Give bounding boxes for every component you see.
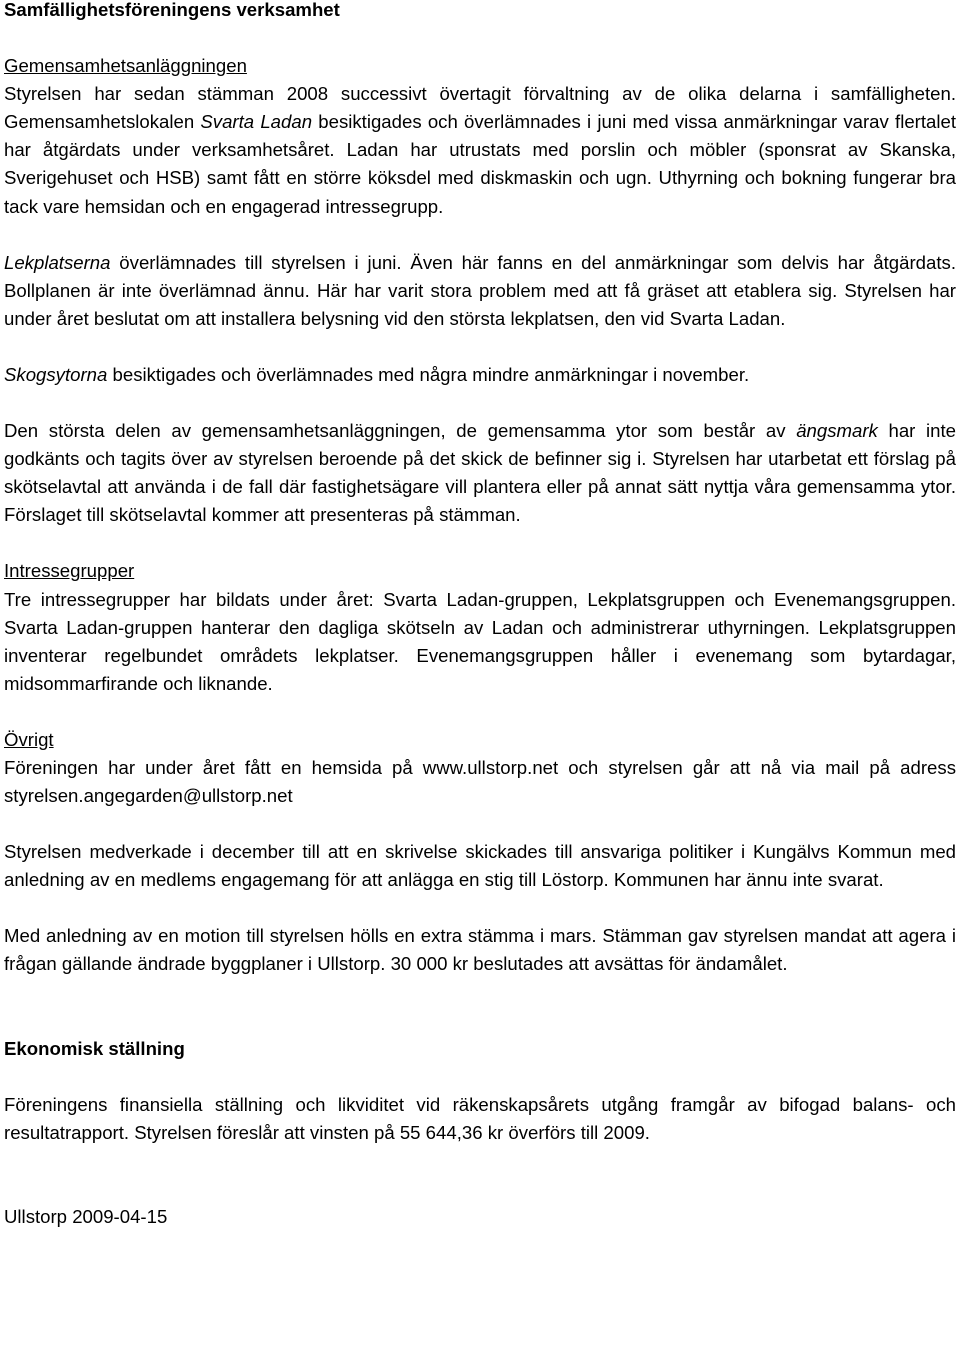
paragraph-intressegrupper: Tre intressegrupper har bildats under året: Svarta Ladan-gruppen, Lekplatsgruppen och Evenemangsgruppen. Svarta Ladan-gruppen hanterar den dagliga skötseln av Ladan och administrerar uthyrningen. Lekplatsgruppen inventerar regelbundet områdets lekplatser. Evenemangsgruppen håller i evenemang som bytardagar, midsommarfirande och liknande. (4, 588, 956, 694)
paragraph-hemsida: Föreningen har under året fått en hemsida på www.ullstorp.net och styrelsen går att nå via mail på adress styrelsen.angegarden@ullstorp.net (4, 756, 956, 807)
paragraph-svarta-ladan: Styrelsen har sedan stämman 2008 successivt övertagit förvaltning av de olika delarna i samfälligheten. Gemensamhetslokalen Svarta Ladan besiktigades och överlämnades i juni med vissa anmärkningar varav flertalet har åtgärdats under verksamhetsåret. Ladan har utrustats med porslin och möbler (sponsrat av Skanska, Sverigehuset och HSB) samt fått en större köksdel med diskmaskin och ugn. Uthyrning och bokning fungerar bra tack vare hemsidan och en engagerad intressegrupp. (4, 83, 957, 217)
section-heading-gemensamhetsanlaggningen: Gemensamhetsanläggningen (4, 55, 247, 77)
paragraph-lekplatserna: Lekplatserna överlämnades till styrelsen i juni. Även här fanns en del anmärkningar som delvis har åtgärdats. Bollplanen är inte överlämnad ännu. Här har varit stora problem med att få gräset att etablera sig. Styrelsen har under året beslutat om att installera belysning vid den största lekplatsen, den vid Svarta Ladan. (4, 251, 956, 329)
section-heading-intressegrupper: Intressegrupper (4, 560, 135, 582)
paragraph-skrivelse: Styrelsen medverkade i december till att en skrivelse skickades till ansvariga politiker i Kungälvs Kommun med anledning av en medlems engagemang för att anlägga en stig till Löstorp. Kommunen har ännu inte svarat. (4, 841, 956, 891)
footer-date: Ullstorp 2009-04-15 (4, 1205, 168, 1227)
paragraph-angsmark: Den största delen av gemensamhetsanläggningen, de gemensamma ytor som består av ängsmark har inte godkänts och tagits över av styrelsen beroende på det skick de befinner sig i. Styrelsen har utarbetat ett förslag på skötselavtal att använda i de fall där fastighetsägare vill plantera eller på annat sätt nyttja våra gemensamma ytor. Förslaget till skötselavtal kommer att presenteras på stämman. (4, 420, 956, 526)
section-heading-ekonomisk-stallning: Ekonomisk ställning (4, 1037, 185, 1059)
paragraph-extra-stamma: Med anledning av en motion till styrelsen hölls en extra stämma i mars. Stämman gav styrelsen mandat att agera i frågan gällande ändrade byggplaner i Ullstorp. 30 000 kr beslutades att avsättas för ändamålet. (4, 925, 956, 975)
paragraph-ekonomi: Föreningens finansiella ställning och likviditet vid räkenskapsårets utgång framgår av bifogad balans- och resultatrapport. Styrelsen föreslår att vinsten på 55 644,36 kr överförs till 2009. (4, 1093, 956, 1143)
paragraph-skogsytorna: Skogsytorna besiktigades och överlämnades med några mindre anmärkningar i november. (4, 363, 750, 385)
section-heading-ovrigt: Övrigt (4, 728, 54, 750)
document-title: Samfällighetsföreningens verksamhet (4, 0, 340, 20)
document-page (4, 0, 956, 1231)
